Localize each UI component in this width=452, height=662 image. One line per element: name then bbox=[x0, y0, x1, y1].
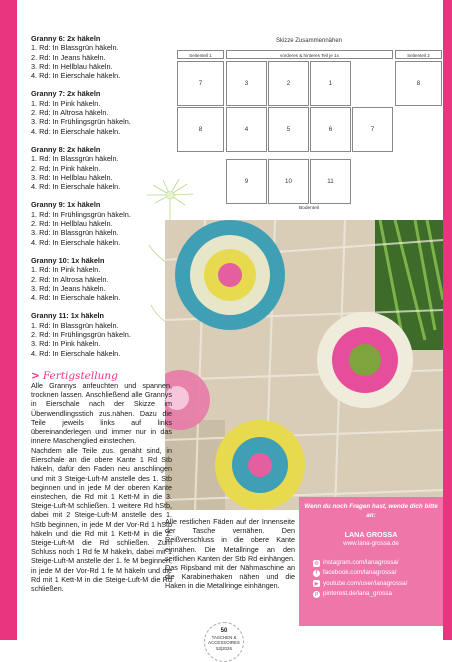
diagram-cell: 8 bbox=[395, 61, 442, 106]
pinterest-icon: p bbox=[314, 591, 319, 598]
diagram-footer: Bodenteil bbox=[298, 206, 319, 211]
round-line: 3. Rd: In Frühlingsgrün häkeln. bbox=[31, 117, 131, 127]
round-line: 2. Rd: In Jeans häkeln. bbox=[31, 52, 106, 62]
page-number-badge bbox=[204, 622, 244, 662]
granny-title: Granny 9: 1x häkeln bbox=[31, 200, 101, 210]
diagram-cell: 9 bbox=[226, 159, 267, 204]
diagram-cell: 2 bbox=[268, 61, 309, 106]
granny-title: Granny 11: 1x häkeln bbox=[31, 311, 105, 321]
round-line: 1. Rd: In Pink häkeln. bbox=[31, 98, 101, 108]
finishing-paragraph-2: Nachdem alle Teile zus. genäht sind, in Eierschale an die obere Kante 1 Rd Stb häkeln, dafür den Faden neu anschlingen und mit 3 Steige-Luft-M anstelle des 1. Stb beginnen und in jede M der oberen Kante einstechen, die Rd mit 1 Kett-M in die 3. Steige-Luft-M schließen. 1 weitere Rd hStb, dabei mit 2 Steige-Luft-M anstelle des 1. hStb beginnen, in jede M der Vor-Rd 1 hStb häkeln und die Rd mit 1 Kett-M in die 2. Steige-Luft-M die Rd schließen. Zum Schluss noch 1 Rd fe M häkeln, dabei mit 1 Steige-Luft-M anstelle der 1. fe M beginnen, in jede M der Vor-Rd 1 fe M häkeln und die Rd mit 1 Kett-M in die Steige-Luft-M die Rd schließen. bbox=[31, 446, 172, 594]
website-link[interactable]: www.lana-grossa.de bbox=[343, 540, 399, 548]
round-line: 1. Rd: In Pink häkeln. bbox=[31, 265, 101, 275]
instagram-icon: ◎ bbox=[314, 560, 319, 567]
round-line: 4. Rd: In Eierschale häkeln. bbox=[31, 126, 121, 136]
contact-infobox bbox=[299, 497, 443, 626]
round-line: 1. Rd: In Blassgrün häkeln. bbox=[31, 320, 119, 330]
social-link-instagram[interactable] bbox=[313, 558, 443, 568]
social-link-text: instagram.com/lanagrossa/ bbox=[323, 559, 399, 567]
round-line: 2. Rd: In Frühlingsgrün häkeln. bbox=[31, 330, 131, 340]
granny-title: Granny 10: 1x häkeln bbox=[31, 255, 105, 265]
assembly-diagram bbox=[175, 30, 443, 215]
diagram-cell: 7 bbox=[177, 61, 224, 106]
crochet-bag-photo bbox=[165, 220, 443, 510]
round-line: 3. Rd: In Pink häkeln. bbox=[31, 339, 101, 349]
social-link-text: pinterest.de/lana_grossa bbox=[323, 590, 392, 598]
round-line: 1. Rd: In Frühlingsgrün häkeln. bbox=[31, 209, 131, 219]
granny-block bbox=[31, 89, 181, 135]
diagram-cell: 4 bbox=[226, 107, 267, 152]
social-link-youtube[interactable] bbox=[313, 579, 443, 589]
round-line: 1. Rd: In Blassgrün häkeln. bbox=[31, 154, 119, 164]
round-line: 3. Rd: In Blassgrün häkeln. bbox=[31, 228, 119, 238]
social-links bbox=[313, 558, 443, 599]
granny-title: Granny 7: 2x häkeln bbox=[31, 89, 101, 99]
magazine-page bbox=[17, 0, 443, 651]
issue-number: 53|2026 bbox=[216, 645, 232, 651]
round-line: 2. Rd: In Altrosa häkeln. bbox=[31, 108, 109, 118]
contact-question: Wenn du noch Fragen hast, wende dich bitte an: bbox=[304, 503, 438, 519]
round-line: 2. Rd: In Hellblau häkeln. bbox=[31, 219, 113, 229]
round-line: 3. Rd: In Hellblau häkeln. bbox=[31, 61, 113, 71]
round-line: 3. Rd: In Jeans häkeln. bbox=[31, 283, 106, 293]
granny-block bbox=[31, 34, 181, 80]
round-line: 4. Rd: In Eierschale häkeln. bbox=[31, 237, 121, 247]
round-line: 4. Rd: In Eierschale häkeln. bbox=[31, 182, 121, 192]
left-edge-stripe bbox=[0, 0, 17, 640]
facebook-icon: f bbox=[313, 570, 320, 577]
finishing-paragraph-3: Alle restlichen Fäden auf der Innenseite der Tasche vernähen. Den Reißverschluss in die obere Kante einnähen. Die Metallringe an den seitlichen Kanten der Stb Rd einhängen. Das Ripsband mit der Nähmaschine an die Karabinerhaken nähen und die Haken in die Metallringe einhängen. bbox=[165, 517, 295, 591]
social-link-facebook[interactable] bbox=[313, 568, 443, 578]
round-line: 2. Rd: In Altrosa häkeln. bbox=[31, 274, 109, 284]
diagram-cell: 6 bbox=[310, 107, 351, 152]
header-front-back: vorderes & hinteres Teil je 1x bbox=[226, 50, 393, 59]
finishing-heading: Fertigstellung bbox=[42, 370, 118, 382]
round-line: 4. Rd: In Eierschale häkeln. bbox=[31, 71, 121, 81]
granny-title: Granny 6: 2x häkeln bbox=[31, 34, 101, 43]
youtube-icon: ▶ bbox=[314, 580, 319, 587]
diagram-cell: 8 bbox=[177, 107, 224, 152]
header-side-1: Seitenteil 1 bbox=[177, 50, 224, 59]
social-link-pinterest[interactable] bbox=[313, 589, 443, 599]
social-link-text: youtube.com/user/lanagrossa/ bbox=[323, 579, 408, 587]
round-line: 2. Rd: In Pink häkeln. bbox=[31, 163, 101, 173]
chevron-right-icon: > bbox=[31, 370, 40, 382]
page-number: 50 bbox=[220, 628, 228, 634]
right-edge-stripe bbox=[443, 0, 452, 640]
magazine-title-line: ACCESSOIRES bbox=[208, 640, 240, 646]
diagram-cell: 7 bbox=[352, 107, 393, 152]
finishing-paragraph-1: Alle Grannys anfeuchten und spannen, trocknen lassen. Anschließend alle Grannys in Eierschale nach der Skizze im Überwendlingsstich zus.nähen. Dazu die Teile jeweils links auf links übereinanderlegen und immer nur in das innere Maschenglied einstechen. bbox=[31, 381, 172, 446]
granny-title: Granny 8: 2x häkeln bbox=[31, 144, 101, 154]
social-link-text: facebook.com/lanagrossa/ bbox=[323, 569, 397, 577]
brand-name: LANA GROSSA bbox=[344, 530, 398, 540]
diagram-cell: 10 bbox=[268, 159, 309, 204]
diagram-cell: 1 bbox=[310, 61, 351, 106]
magazine-title-line: TASCHEN & bbox=[211, 635, 237, 640]
round-line: 4. Rd: In Eierschale häkeln. bbox=[31, 348, 121, 358]
diagram-cell: 5 bbox=[268, 107, 309, 152]
round-line: 1. Rd: In Blassgrün häkeln. bbox=[31, 43, 119, 53]
diagram-cell: 3 bbox=[226, 61, 267, 106]
round-line: 3. Rd: In Hellblau häkeln. bbox=[31, 172, 113, 182]
diagram-title: Skizze Zusammennähen bbox=[275, 38, 343, 44]
header-side-2: Seitenteil 2 bbox=[395, 50, 442, 59]
round-line: 4. Rd: In Eierschale häkeln. bbox=[31, 293, 121, 303]
diagram-cell: 11 bbox=[310, 159, 351, 204]
